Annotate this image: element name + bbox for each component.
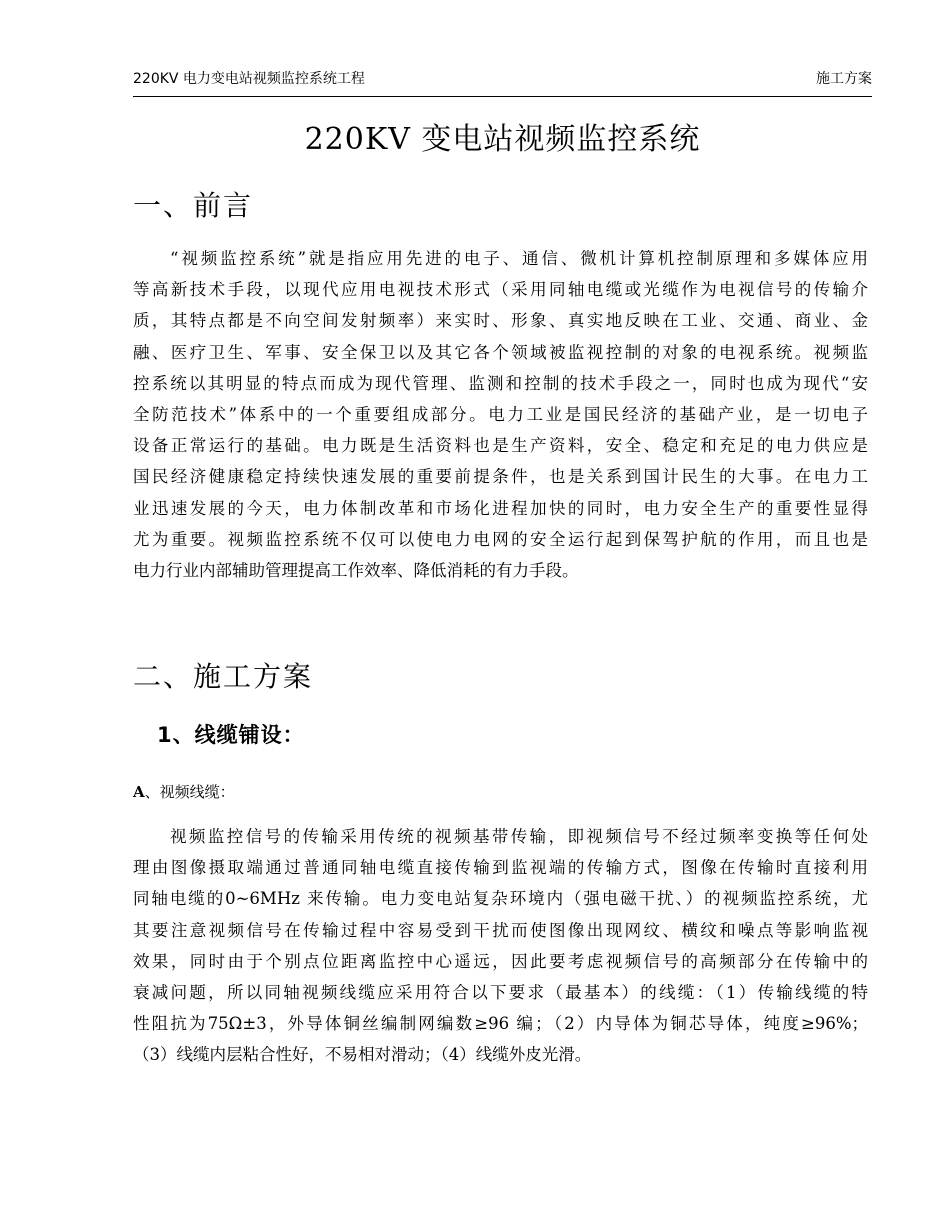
paragraph-line: 同轴电缆的0~6MHz 来传输。电力变电站复杂环境内（强电磁干扰、）的视频监控系统，尤 xyxy=(133,889,868,909)
subsection-heading-cable-laying: 1、线缆铺设： xyxy=(157,723,305,747)
paragraph-line: 质，其特点都是不向空间发射频率）来实时、形象、真实地反映在工业、交通、商业、金 xyxy=(133,311,868,331)
item-label: 、视频线缆： xyxy=(144,783,235,801)
paragraph-line: 全防范技术”体系中的一个重要组成部分。电力工业是国民经济的基础产业，是一切电子 xyxy=(133,405,868,425)
preface-paragraph xyxy=(133,243,868,586)
header-section-label: 施工方案 xyxy=(816,71,872,87)
running-header xyxy=(133,64,872,97)
section-heading-construction-plan: 二、施工方案 xyxy=(133,660,314,693)
paragraph-line: 电力行业内部辅助管理提高工作效率、降低消耗的有力手段。 xyxy=(133,561,579,581)
paragraph-line: 性阻抗为75Ω±3，外导体铜丝编制网编数≥96 编；（2）内导体为铜芯导体，纯度≥96%； xyxy=(133,1014,868,1034)
header-project-title: 220KV 电力变电站视频监控系统工程 xyxy=(133,71,365,87)
paragraph-line: 设备正常运行的基础。电力既是生活资料也是生产资料，安全、稳定和充足的电力供应是 xyxy=(133,436,868,456)
paragraph-line: 视频监控信号的传输采用传统的视频基带传输，即视频信号不经过频率变换等任何处 xyxy=(170,827,868,846)
paragraph-line: 其要注意视频信号在传输过程中容易受到干扰而使图像出现网纹、横纹和噪点等影响监视 xyxy=(133,920,868,940)
document-title: 220KV 变电站视频监控系统 xyxy=(304,122,701,157)
paragraph-line: 尤为重要。视频监控系统不仅可以使电力电网的安全运行起到保驾护航的作用，而且也是 xyxy=(133,529,868,549)
item-letter: A xyxy=(133,783,145,801)
paragraph-line: 衰减问题，所以同轴视频线缆应采用符合以下要求（最基本）的线缆：（1）传输线缆的特 xyxy=(133,983,868,1003)
paragraph-line: 等高新技术手段，以现代应用电视技术形式（采用同轴电缆或光缆作为电视信号的传输介 xyxy=(133,280,868,300)
paragraph-line: 国民经济健康稳定持续快速发展的重要前提条件，也是关系到国计民生的大事。在电力工 xyxy=(133,467,868,487)
section-heading-preface: 一、前言 xyxy=(133,189,254,222)
paragraph-line: 融、医疗卫生、军事、安全保卫以及其它各个领域被监视控制的对象的电视系统。视频监 xyxy=(133,342,868,362)
video-cable-paragraph xyxy=(133,821,868,1071)
paragraph-line: 效果，同时由于个别点位距离监控中心遥远，因此要考虑视频信号的高频部分在传输中的 xyxy=(133,951,868,971)
paragraph-line: “视频监控系统”就是指应用先进的电子、通信、微机计算机控制原理和多媒体应用 xyxy=(170,249,868,268)
paragraph-line: （3）线缆内层粘合性好，不易相对滑动；（4）线缆外皮光滑。 xyxy=(133,1045,592,1065)
item-heading-video-cable xyxy=(133,781,235,802)
paragraph-line: 理由图像摄取端通过普通同轴电缆直接传输到监视端的传输方式，图像在传输时直接利用 xyxy=(133,858,868,878)
paragraph-line: 控系统以其明显的特点而成为现代管理、监测和控制的技术手段之一，同时也成为现代“安 xyxy=(133,373,868,393)
paragraph-line: 业迅速发展的今天，电力体制改革和市场化进程加快的同时，电力安全生产的重要性显得 xyxy=(133,498,868,518)
